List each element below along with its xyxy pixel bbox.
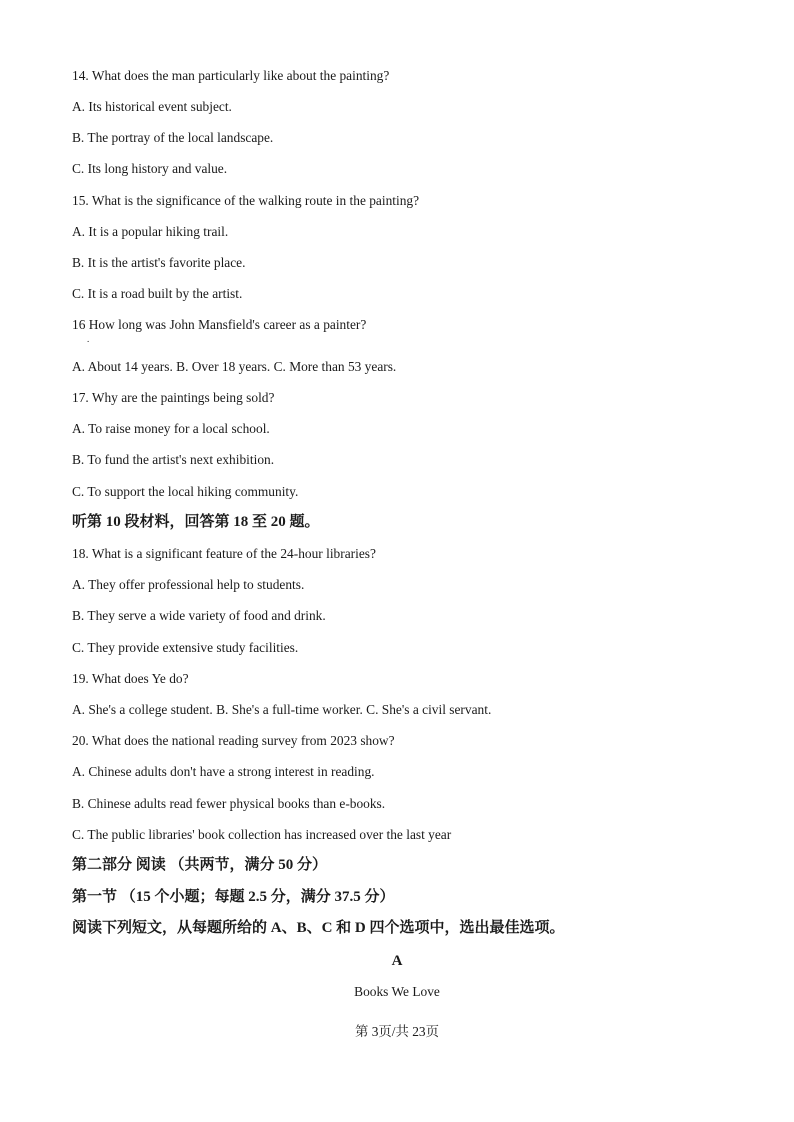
q20-stem: 20. What does the national reading survey from 2023 show? <box>72 733 395 748</box>
page-footer: 第 3页/共 23页 <box>354 1024 440 1039</box>
q17-option-c: C. To support the local hiking community. <box>72 484 299 499</box>
q14-stem: 14. What does the man particularly like about the painting? <box>72 68 390 83</box>
part2-heading: 第二部分 阅读 （共两节，满分 50 分） <box>72 857 328 873</box>
q20-option-b: B. Chinese adults read fewer physical books than e-books. <box>72 796 386 811</box>
q20-option-a: A. Chinese adults don't have a strong interest in reading. <box>72 764 375 779</box>
q14-option-a: A. Its historical event subject. <box>72 99 232 114</box>
section-10-instruction: 听第 10 段材料，回答第 18 至 20 题。 <box>72 514 320 530</box>
q15-option-c: C. It is a road built by the artist. <box>72 286 243 301</box>
q19-options: A. She's a college student. B. She's a full-time worker. C. She's a civil servant. <box>72 702 492 717</box>
q16-stem: 16 How long was John Mansfield's career as a painter? <box>72 317 367 332</box>
q14-option-b: B. The portray of the local landscape. <box>72 130 274 145</box>
q15-stem: 15. What is the significance of the walking route in the painting? <box>72 193 420 208</box>
q18-option-c: C. They provide extensive study facilities. <box>72 640 299 655</box>
q15-option-b: B. It is the artist's favorite place. <box>72 255 246 270</box>
q20-option-c: C. The public libraries' book collection has increased over the last year <box>72 827 452 842</box>
q16-options: A. About 14 years. B. Over 18 years. C. More than 53 years. <box>72 359 397 374</box>
q15-option-a: A. It is a popular hiking trail. <box>72 224 229 239</box>
q17-option-a: A. To raise money for a local school. <box>72 421 270 436</box>
passage-title: Books We Love <box>354 984 440 999</box>
q18-stem: 18. What is a significant feature of the 24-hour libraries? <box>72 546 376 561</box>
q18-option-b: B. They serve a wide variety of food and drink. <box>72 608 326 623</box>
q19-stem: 19. What does Ye do? <box>72 671 189 686</box>
q17-stem: 17. Why are the paintings being sold? <box>72 390 275 405</box>
q14-option-c: C. Its long history and value. <box>72 161 228 176</box>
part2-instruction: 阅读下列短文，从每题所给的 A、B、C 和 D 四个选项中，选出最佳选项。 <box>72 920 565 936</box>
q16-stray-dot: . <box>87 334 90 344</box>
q18-option-a: A. They offer professional help to students. <box>72 577 305 592</box>
part2-section1-heading: 第一节 （15 个小题；每题 2.5 分，满分 37.5 分） <box>72 889 395 905</box>
q17-option-b: B. To fund the artist's next exhibition. <box>72 452 275 467</box>
passage-letter: A <box>391 953 403 969</box>
